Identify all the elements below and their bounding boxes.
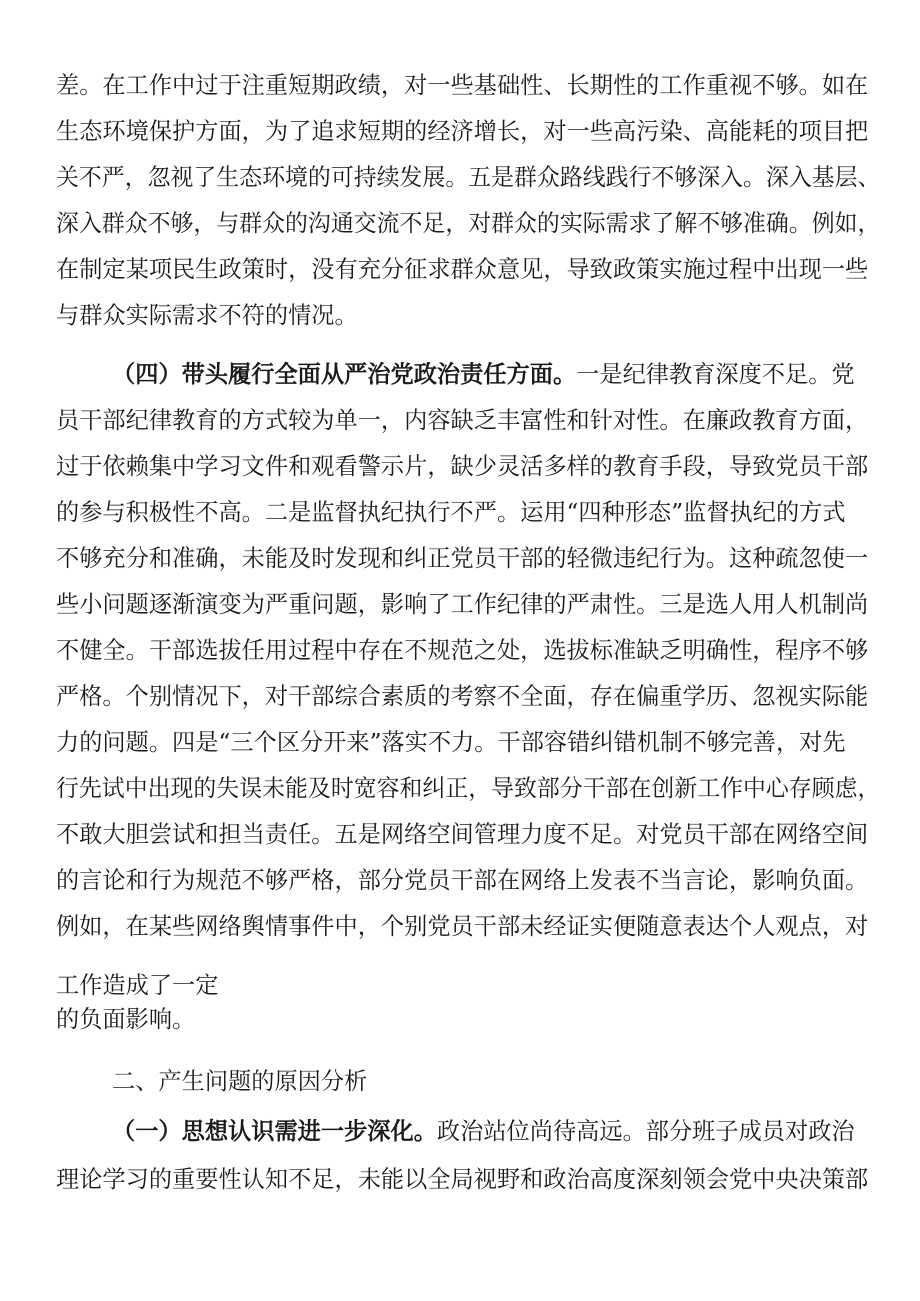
subsection-heading: （一）思想认识需进一步深化。: [112, 1118, 437, 1145]
body-text-line: 深入群众不够，与群众的沟通交流不足，对群众的实际需求了解不够准确。例如，: [56, 210, 881, 237]
body-text-line: 与群众实际需求不符的情况。: [56, 302, 358, 329]
subsection-heading: （四）带头履行全面从严治党政治责任方面。: [112, 361, 577, 388]
section-heading: 二、产生问题的原因分析: [112, 1068, 368, 1095]
body-text-line: 行先试中出现的失误未能及时宽容和纠正，导致部分干部在创新工作中心存顾虑，: [56, 775, 881, 802]
body-text: 政治站位尚待高远。部分班子成员对政治: [436, 1118, 855, 1145]
body-text-line: 些小问题逐渐演变为严重问题，影响了工作纪律的严肃性。三是选人用人机制尚: [56, 591, 869, 618]
body-text-line: 理论学习的重要性认知不足，未能以全局视野和政治高度深刻领会党中央决策部: [56, 1166, 869, 1193]
body-text-line: 过于依赖集中学习文件和观看警示片，缺少灵活多样的教育手段，导致党员干部: [56, 453, 869, 480]
body-text: 一是纪律教育深度不足。党: [576, 361, 855, 388]
body-text-line: 的负面影响。: [56, 1006, 196, 1033]
body-text-line: 不健全。干部选拔任用过程中存在不规范之处，选拔标准缺乏明确性，程序不够: [56, 637, 869, 664]
body-text-line: 工作造成了一定: [56, 972, 219, 999]
body-text-line: 不够充分和准确，未能及时发现和纠正党员干部的轻微违纪行为。这种疏忽使一: [56, 545, 869, 572]
body-text-line: 关不严，忽视了生态环境的可持续发展。五是群众路线践行不够深入。深入基层、: [56, 164, 881, 191]
body-text-line: 严格。个别情况下，对干部综合素质的考察不全面，存在偏重学历、忽视实际能: [56, 683, 869, 710]
body-text-line: 的参与积极性不高。二是监督执纪执行不严。运用“四种形态”监督执纪的方式: [56, 499, 846, 526]
paragraph-first-line: [112, 352, 855, 398]
body-text-line: 不敢大胆尝试和担当责任。五是网络空间管理力度不足。对党员干部在网络空间: [56, 821, 869, 848]
body-text-line: 员干部纪律教育的方式较为单一，内容缺乏丰富性和针对性。在廉政教育方面，: [56, 407, 869, 434]
body-text-line: 例如，在某些网络舆情事件中，个别党员干部未经证实便随意表达个人观点，对: [56, 913, 869, 940]
body-text-line: 差。在工作中过于注重短期政绩，对一些基础性、长期性的工作重视不够。如在: [56, 72, 869, 99]
body-text-line: 在制定某项民生政策时，没有充分征求群众意见，导致政策实施过程中出现一些: [56, 256, 869, 283]
paragraph-first-line: [112, 1109, 855, 1155]
body-text-line: 生态环境保护方面，为了追求短期的经济增长，对一些高污染、高能耗的项目把: [56, 118, 869, 145]
body-text-line: 的言论和行为规范不够严格，部分党员干部在网络上发表不当言论，影响负面。: [56, 867, 869, 894]
body-text-line: 力的问题。四是“三个区分开来”落实不力。干部容错纠错机制不够完善，对先: [56, 729, 846, 756]
